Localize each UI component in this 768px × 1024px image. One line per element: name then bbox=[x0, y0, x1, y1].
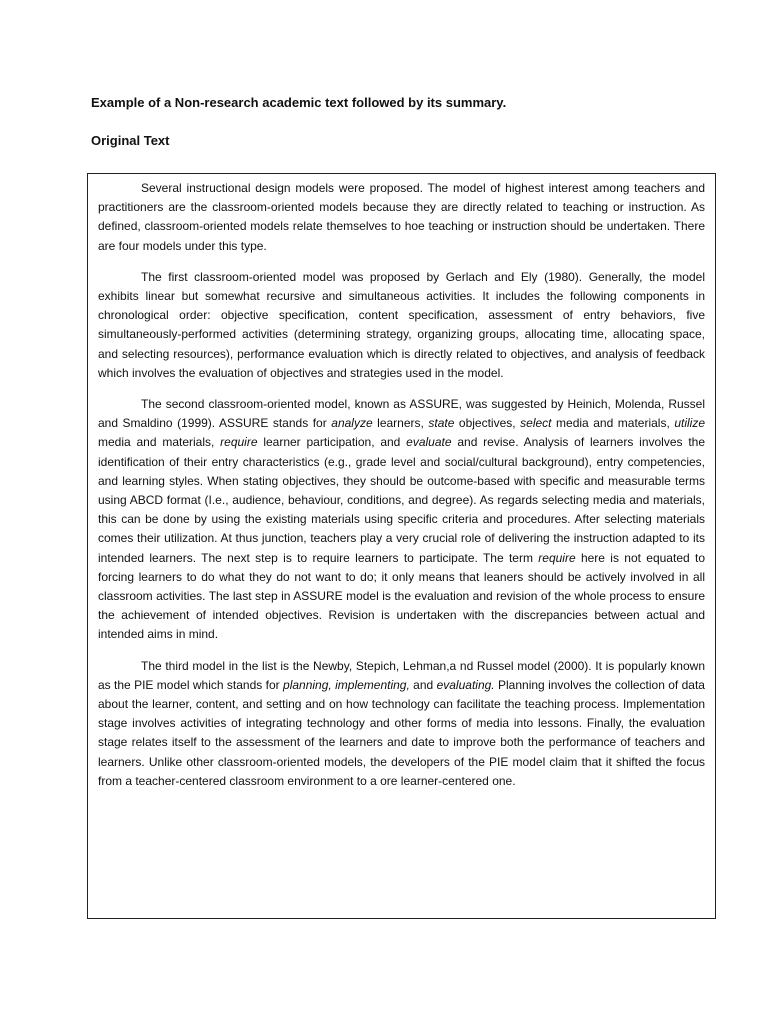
italic-term: planning, implementing, bbox=[283, 677, 410, 692]
text-run: The second classroom-oriented model, known as ASSURE, was suggested by Heinich, Molenda, Russel and Smaldino (1999). ASSURE stands for bbox=[98, 397, 705, 431]
text-run: media and materials, bbox=[98, 435, 221, 450]
paragraph-2 bbox=[98, 268, 705, 383]
text-run: The first classroom-oriented model was proposed by Gerlach and Ely (1980). Generally, the model exhibits linear but somewhat recursive and simultaneous activities. It includes the following components in chronological order: objective specification, content specification, assessment of entry behaviors, five simultaneously-performed activities (determining strategy, organizing groups, allocating time, allocating space, and selecting resources), performance evaluation which is directly related to objectives, and analysis of feedback which involves the evaluation of objectives and strategies used in the model. bbox=[98, 269, 705, 380]
paragraph-1 bbox=[98, 179, 705, 256]
italic-term: evaluating. bbox=[436, 677, 495, 692]
text-run: learner participation, and bbox=[257, 435, 407, 450]
text-run: and revise. Analysis of learners involves the identification of their entry characteristics (e.g., grade level and social/cultural background), entry competencies, and learning styles. When stating objectives, they should be outcome-based with specific and measurable terms using ABCD format (I.e., audience, behaviour, conditions, and degree). As regards selecting media and materials, this can be done by using the existing materials using specific criteria and procedures. After selecting materials comes their utilization. At thus junction, teachers play a very crucial role of delivering the instruction adapted to its intended learners. The next step is to require learners to participate. The term bbox=[98, 435, 705, 565]
italic-term: utilize bbox=[674, 416, 705, 431]
italic-term: analyze bbox=[331, 416, 373, 431]
text-run: The third model in the list is the Newby, Stepich, Lehman,a nd Russel model (2000). It is popularly known as the PIE model which stands for bbox=[98, 658, 705, 692]
italic-term: select bbox=[520, 416, 552, 431]
paragraph-3 bbox=[98, 395, 705, 645]
document-title: Example of a Non-research academic text followed by its summary. bbox=[91, 95, 507, 110]
text-run: objectives, bbox=[454, 416, 521, 431]
text-run: media and materials, bbox=[551, 416, 675, 431]
italic-term: state bbox=[428, 416, 455, 431]
text-run: here is not equated to forcing learners to do what they do not want to do; it only means that leaners should be actively involved in all classroom activities. The last step in ASSURE model is the evaluation and revision of the whole process to ensure the achievement of intended objectives. Revision is undertaken with the discrepancies between actual and intended aims in mind. bbox=[98, 550, 705, 642]
italic-term: require bbox=[220, 435, 258, 450]
text-run: Several instructional design models were proposed. The model of highest interest among teachers and practitioners are the classroom-oriented models because they are directly related to teaching or instruction. As defined, classroom-oriented models relate themselves to hoe teaching or instruction should be undertaken. There are four models under this type. bbox=[98, 181, 705, 253]
italic-term: evaluate bbox=[406, 435, 452, 450]
section-heading: Original Text bbox=[91, 133, 170, 148]
text-run: Planning involves the collection of data about the learner, content, and setting and on how technology can facilitate the teaching process. Implementation stage involves activities of integrating technology and other forms of media into lessons. Finally, the evaluation stage relates itself to the assessment of the learners and date to improve both the performance of teachers and learners. Unlike other classroom-oriented models, the developers of the PIE model claim that it shifted the focus from a teacher-centered classroom environment to a ore learner-centered one. bbox=[98, 677, 705, 788]
paragraph-4 bbox=[98, 657, 705, 791]
text-run: learners, bbox=[372, 416, 429, 431]
original-text-box bbox=[87, 173, 716, 919]
italic-term: require bbox=[538, 550, 576, 565]
text-run: and bbox=[409, 677, 437, 692]
